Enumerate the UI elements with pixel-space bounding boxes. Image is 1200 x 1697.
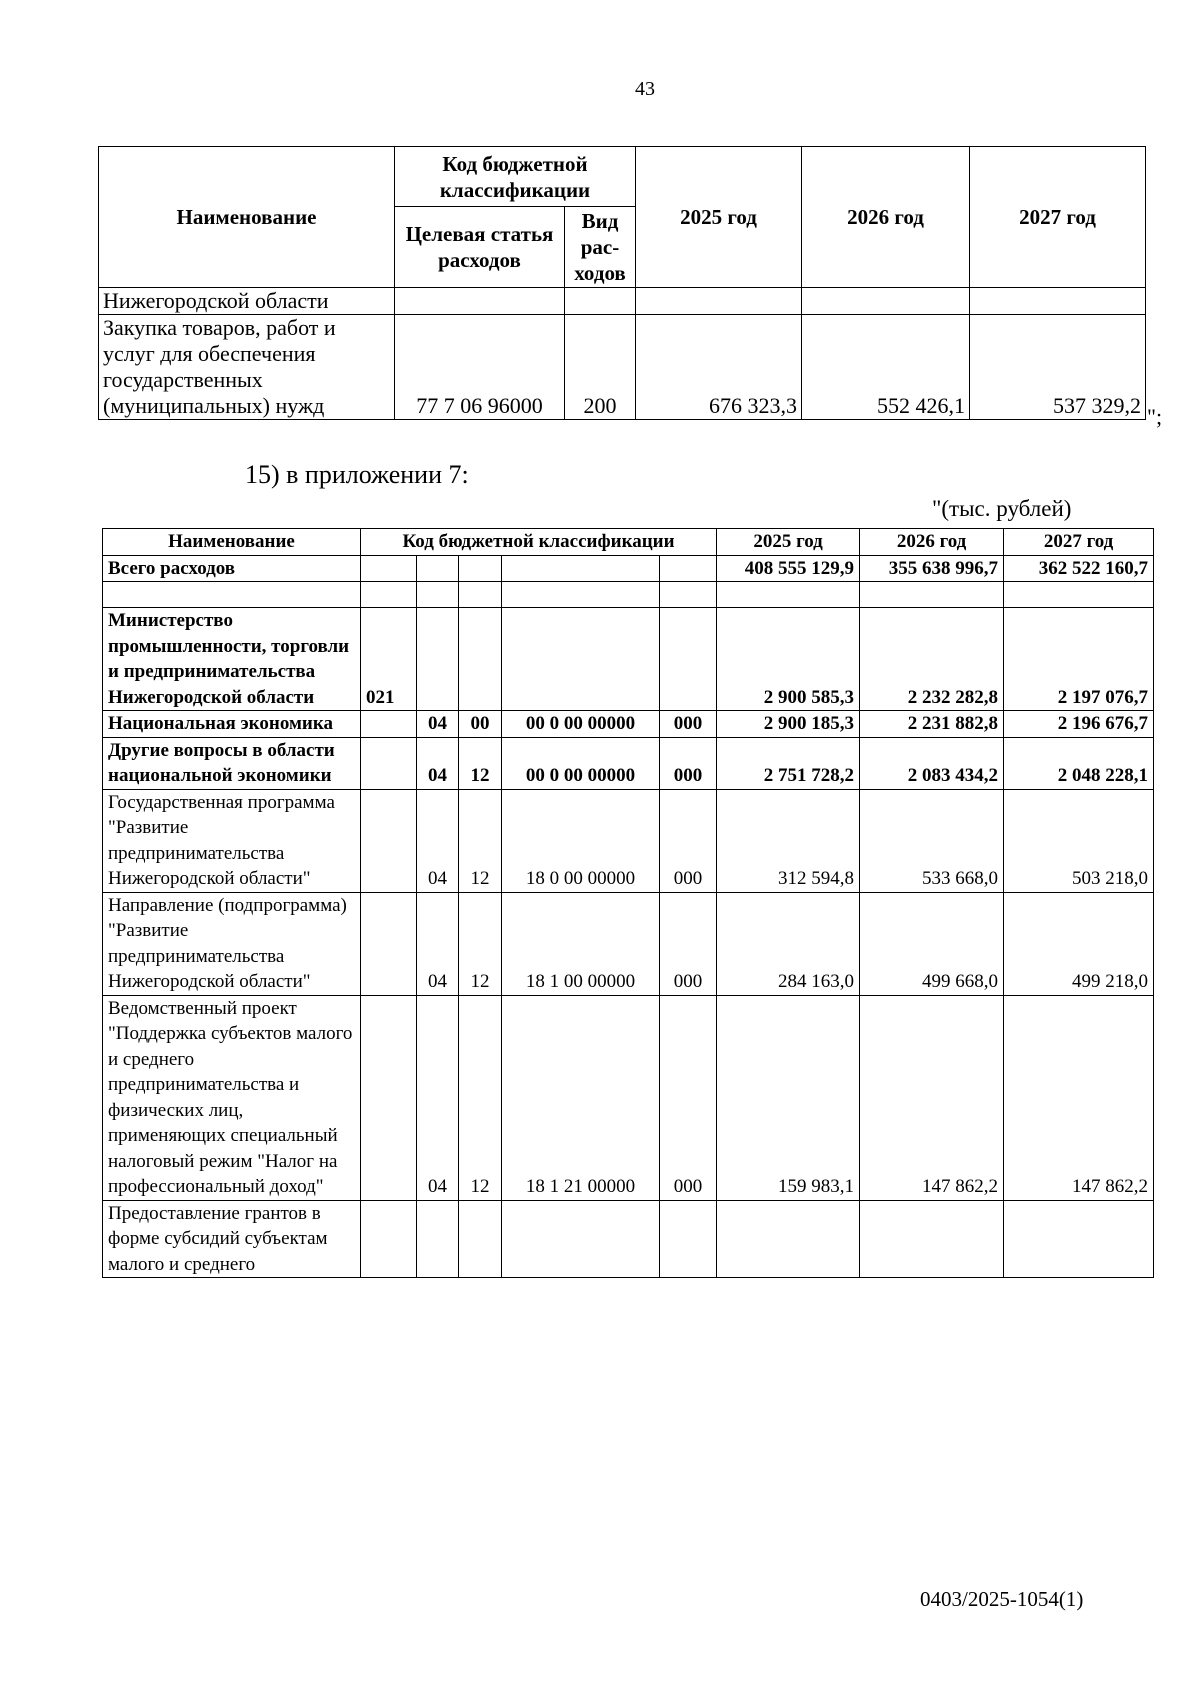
cell-expense-type (660, 1200, 717, 1278)
cell-2026: 2 083 434,2 (860, 737, 1004, 789)
cell-target-article: 18 1 21 00000 (502, 995, 660, 1200)
cell-expense-type: 000 (660, 711, 717, 738)
cell-2027 (1004, 1200, 1154, 1278)
header-kind: Вид рас-ходов (565, 207, 636, 288)
cell-section: 04 (417, 892, 459, 995)
cell-name: Министерство промышленности, торговли и предпринимательства Нижегородской области (103, 608, 361, 711)
table-row (103, 892, 1154, 995)
document-id: 0403/2025-1054(1) (920, 1587, 1084, 1611)
cell-target-article: 18 0 00 00000 (502, 789, 660, 892)
cell-2025: 284 163,0 (717, 892, 860, 995)
cell-expense-type: 000 (660, 789, 717, 892)
cell-ministry-code (361, 1200, 417, 1278)
cell-2026: 355 638 996,7 (860, 555, 1004, 582)
cell-name: Другие вопросы в области национальной экономики (103, 737, 361, 789)
cell-2027: 503 218,0 (1004, 789, 1154, 892)
cell-target-article: 18 1 00 00000 (502, 892, 660, 995)
cell-name: Ведомственный проект "Поддержка субъектов малого и среднего предпринимательства и физических лиц, применяющих специальный налоговый режим "Налог на профессиональный доход" (103, 995, 361, 1200)
cell-kind (565, 288, 636, 315)
cell-ministry-code (361, 711, 417, 738)
header-code: Код бюджетной классификации (361, 529, 717, 556)
header-name: Наименование (99, 147, 395, 288)
cell-2025: 2 751 728,2 (717, 737, 860, 789)
closing-quote-mark: "; (1147, 404, 1163, 429)
cell-subsection: 12 (459, 789, 502, 892)
page-number: 43 (635, 78, 655, 100)
cell-2025: 159 983,1 (717, 995, 860, 1200)
cell-subsection (459, 1200, 502, 1278)
cell-name: Предоставление грантов в форме субсидий субъектам малого и среднего (103, 1200, 361, 1278)
cell-name: Национальная экономика (103, 711, 361, 738)
cell-section: 04 (417, 737, 459, 789)
cell-ministry-code: 021 (361, 608, 417, 711)
cell-2026: 533 668,0 (860, 789, 1004, 892)
cell-expense-type (660, 608, 717, 711)
cell-target-article (502, 1200, 660, 1278)
cell-section (417, 608, 459, 711)
budget-table-continuation (98, 146, 1146, 420)
cell-target (395, 288, 565, 315)
cell-subsection: 12 (459, 892, 502, 995)
cell-section: 04 (417, 995, 459, 1200)
cell-subsection: 00 (459, 711, 502, 738)
table-row (103, 1200, 1154, 1278)
cell-section (417, 1200, 459, 1278)
cell-expense-type: 000 (660, 737, 717, 789)
cell-2026 (860, 1200, 1004, 1278)
cell-expense-type: 000 (660, 892, 717, 995)
cell-subsection: 12 (459, 737, 502, 789)
header-2026: 2026 год (802, 147, 970, 288)
cell-subsection (459, 608, 502, 711)
cell-2027: 147 862,2 (1004, 995, 1154, 1200)
table-row (99, 315, 1146, 420)
cell-2027: 2 196 676,7 (1004, 711, 1154, 738)
table-row (103, 995, 1154, 1200)
cell-name: Всего расходов (103, 555, 361, 582)
cell-2026: 552 426,1 (802, 315, 970, 420)
header-2027: 2027 год (1004, 529, 1154, 556)
cell-target-article: 00 0 00 00000 (502, 737, 660, 789)
cell-2025: 676 323,3 (636, 315, 802, 420)
cell-2025 (636, 288, 802, 315)
header-2026: 2026 год (860, 529, 1004, 556)
cell-2026 (802, 288, 970, 315)
cell-2027: 2 048 228,1 (1004, 737, 1154, 789)
cell-2026: 147 862,2 (860, 995, 1004, 1200)
table-row (103, 789, 1154, 892)
cell-2026: 2 232 282,8 (860, 608, 1004, 711)
cell-2025: 2 900 585,3 (717, 608, 860, 711)
cell-target-article (502, 608, 660, 711)
section-heading: 15) в приложении 7: (245, 460, 469, 489)
table-row (103, 608, 1154, 711)
cell-2025: 312 594,8 (717, 789, 860, 892)
cell-2025 (717, 1200, 860, 1278)
cell-target: 77 7 06 96000 (395, 315, 565, 420)
units-label: "(тыс. рублей) (932, 496, 1072, 521)
header-name: Наименование (103, 529, 361, 556)
cell-2025: 408 555 129,9 (717, 555, 860, 582)
header-code-group: Код бюджетной классификации (395, 147, 636, 207)
cell-name: Государственная программа "Развитие предпринимательства Нижегородской области" (103, 789, 361, 892)
cell-2027: 499 218,0 (1004, 892, 1154, 995)
cell-name: Нижегородской области (99, 288, 395, 315)
cell-section: 04 (417, 789, 459, 892)
cell-ministry-code (361, 789, 417, 892)
appendix-7-table (102, 528, 1154, 1278)
table-row (103, 737, 1154, 789)
header-2025: 2025 год (636, 147, 802, 288)
cell-2026: 2 231 882,8 (860, 711, 1004, 738)
header-target: Целевая статья расходов (395, 207, 565, 288)
cell-ministry-code (361, 737, 417, 789)
cell-expense-type: 000 (660, 995, 717, 1200)
table-row (99, 288, 1146, 315)
total-row (103, 555, 1154, 582)
header-2027: 2027 год (970, 147, 1146, 288)
cell-subsection: 12 (459, 995, 502, 1200)
cell-2027 (970, 288, 1146, 315)
cell-2027: 2 197 076,7 (1004, 608, 1154, 711)
cell-2025: 2 900 185,3 (717, 711, 860, 738)
cell-name: Направление (подпрограмма) "Развитие предпринимательства Нижегородской области" (103, 892, 361, 995)
table-row (103, 711, 1154, 738)
cell-2026: 499 668,0 (860, 892, 1004, 995)
cell-section: 04 (417, 711, 459, 738)
cell-name: Закупка товаров, работ и услуг для обеспечения государственных (муниципальных) нужд (99, 315, 395, 420)
cell-kind: 200 (565, 315, 636, 420)
cell-2027: 362 522 160,7 (1004, 555, 1154, 582)
cell-ministry-code (361, 995, 417, 1200)
header-2025: 2025 год (717, 529, 860, 556)
cell-2027: 537 329,2 (970, 315, 1146, 420)
cell-target-article: 00 0 00 00000 (502, 711, 660, 738)
cell-ministry-code (361, 892, 417, 995)
empty-row (103, 582, 1154, 608)
